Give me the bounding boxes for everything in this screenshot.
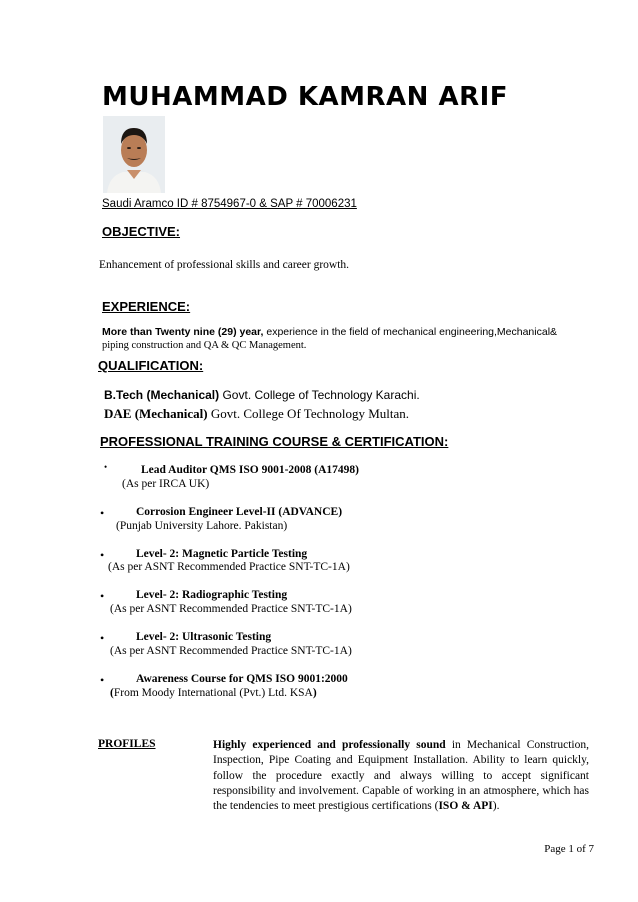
paren-open: ( <box>110 687 114 699</box>
bullet-icon: • <box>104 462 108 472</box>
training-title: Level- 2: Radiographic Testing <box>136 589 288 601</box>
training-title: Awareness Course for QMS ISO 9001:2000 <box>136 673 348 685</box>
training-sub: (As per IRCA UK) <box>122 478 210 490</box>
training-sub <box>110 687 317 699</box>
qualification-item <box>104 388 420 402</box>
paren-close: ) <box>312 687 317 699</box>
bullet-icon: • <box>100 589 105 603</box>
objective-text: Enhancement of professional skills and career growth. <box>99 259 350 271</box>
experience-duration: More than Twenty nine (29) year, <box>102 326 264 338</box>
candidate-name: MUHAMMAD KAMRAN ARIF <box>102 82 509 112</box>
qualification-institute: Govt. College of Technology Karachi. <box>219 388 420 402</box>
training-heading: PROFESSIONAL TRAINING COURSE & CERTIFICATION: <box>100 434 449 449</box>
bullet-icon: • <box>100 673 105 687</box>
training-sub: (As per ASNT Recommended Practice SNT-TC-1A) <box>110 645 352 657</box>
training-title: Level- 2: Ultrasonic Testing <box>136 631 272 643</box>
experience-line-1-rest: experience in the field of mechanical engineering,Mechanical& <box>263 326 558 338</box>
qualification-degree: B.Tech (Mechanical) <box>104 388 220 402</box>
profile-photo <box>103 116 165 193</box>
profiles-label: PROFILES <box>98 738 156 750</box>
profiles-text <box>213 738 589 814</box>
experience-line-1 <box>102 326 557 338</box>
training-sub: (As per ASNT Recommended Practice SNT-TC-1A) <box>108 561 350 573</box>
id-line: Saudi Aramco ID # 8754967-0 & SAP # 70006231 <box>102 198 357 210</box>
profiles-body: in Mechanical Construction, Inspection, Pipe Coating and Equipment Installation. Ability to learn quickly, follow the procedure exactly and always willing to accept significant responsibility and involvement. Capable of working in an atmosphere, which has the tendencies to meet prestigious certifications ( <box>213 739 589 813</box>
page-number: Page 1 of 7 <box>544 843 594 855</box>
objective-heading: OBJECTIVE: <box>102 224 181 239</box>
qualification-institute: Govt. College Of Technology Multan. <box>207 406 410 421</box>
profiles-lead: Highly experienced and professionally sound <box>213 739 446 751</box>
bullet-icon: • <box>100 631 105 645</box>
profiles-cert: ISO & API <box>438 800 493 813</box>
profiles-end: ). <box>492 800 500 813</box>
experience-line-2: piping construction and QA & QC Management. <box>102 340 307 351</box>
qualification-degree: DAE (Mechanical) <box>104 406 208 421</box>
bullet-icon: • <box>100 548 105 562</box>
qualification-heading: QUALIFICATION: <box>98 358 204 373</box>
bullet-icon: • <box>100 506 105 520</box>
training-sub-text: From Moody International (Pvt.) Ltd. KSA <box>113 687 313 699</box>
training-sub: (Punjab University Lahore. Pakistan) <box>116 520 288 532</box>
qualification-item <box>104 406 409 422</box>
training-title: Lead Auditor QMS ISO 9001-2008 (A17498) <box>141 464 359 476</box>
experience-heading: EXPERIENCE: <box>102 299 191 314</box>
training-title: Level- 2: Magnetic Particle Testing <box>136 548 308 560</box>
training-title: Corrosion Engineer Level-II (ADVANCE) <box>136 506 343 518</box>
training-sub: (As per ASNT Recommended Practice SNT-TC-1A) <box>110 603 352 615</box>
